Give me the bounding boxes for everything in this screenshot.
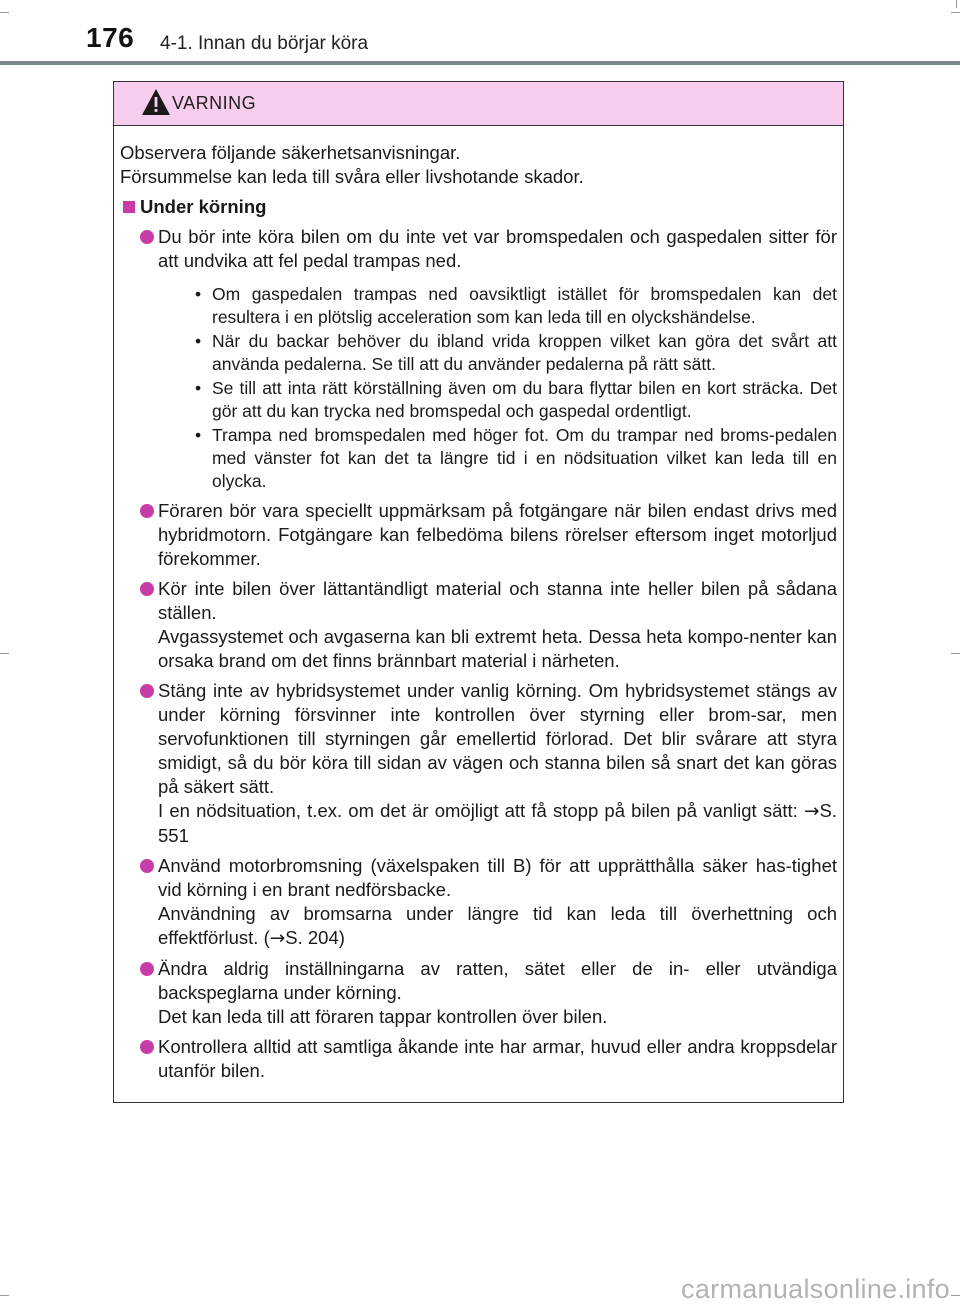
sub-bullet-text: Om gaspedalen trampas ned oavsiktligt istället för bromspedalen kan det resultera i en plötslig acceleration som kan leda till en olyckshändelse. [212, 284, 837, 327]
list-item [120, 1035, 837, 1083]
crop-mark [0, 653, 9, 654]
subheading [120, 195, 837, 219]
bullet-dot-icon: • [195, 284, 202, 304]
item-text [158, 799, 837, 848]
warning-title: VARNING [172, 93, 257, 113]
sub-bullet [158, 330, 837, 376]
round-bullet-icon [140, 230, 154, 244]
item-text-part: I en nödsituation, t.ex. om det är omöjligt att få stopp på bilen på vanligt sätt: [158, 800, 804, 821]
sub-bullet [158, 424, 837, 493]
item-text: Kontrollera alltid att samtliga åkande inte har armar, huvud eller andra kroppsdelar utanför bilen. [158, 1036, 837, 1081]
subheading-label: Under körning [140, 196, 267, 217]
item-text: Kör inte bilen över lättantändligt material och stanna inte heller bilen på sådana ställen. [158, 578, 837, 623]
round-bullet-icon [140, 582, 154, 596]
bullet-dot-icon: • [195, 378, 202, 398]
warning-body [120, 141, 837, 1089]
list-item [120, 957, 837, 1029]
item-text: Stäng inte av hybridsystemet under vanlig körning. Om hybridsystemet stängs av under körning försvinner inte kontrollen över styrning eller brom-sar, men servofunktionen till styrningen går emellertid förlorad. Det blir svårare att styra smidigt, så du bör köra till sidan av vägen och stanna bilen så snart det kan göras på säkert sätt. [158, 680, 837, 797]
list-item [120, 225, 837, 493]
page-reference-link[interactable]: S. 204 [285, 927, 339, 948]
warning-header [114, 82, 843, 126]
round-bullet-icon [140, 684, 154, 698]
sub-bullet [158, 283, 837, 329]
header-divider [0, 61, 960, 65]
round-bullet-icon [140, 859, 154, 873]
square-bullet-icon [123, 201, 135, 213]
item-text-part: Användning av bromsarna under längre tid kan leda till överhettning och effektförlust. ( [158, 903, 837, 948]
item-text-part: ) [338, 927, 345, 948]
item-text: Du bör inte köra bilen om du inte vet var bromspedalen och gaspedalen sitter för att undvika att fel pedal trampas ned. [158, 226, 837, 271]
warning-list [120, 225, 837, 1083]
item-text: Avgassystemet och avgaserna kan bli extremt heta. Dessa heta kompo-nenter kan orsaka brand om det finns brännbart material i närheten. [158, 626, 837, 671]
page-number: 176 [86, 22, 135, 53]
crop-mark [951, 653, 960, 654]
warning-intro [120, 141, 837, 189]
item-text [158, 902, 837, 951]
section-title: 4-1. Innan du börjar köra [160, 33, 369, 54]
right-arrow-icon: → [804, 801, 820, 822]
intro-line: Försummelse kan leda till svåra eller livshotande skador. [120, 166, 584, 187]
list-item [120, 679, 837, 848]
list-item [120, 854, 837, 951]
warning-triangle-icon [141, 88, 171, 116]
sub-bullet [158, 377, 837, 423]
intro-line: Observera följande säkerhetsanvisningar. [120, 142, 461, 163]
right-arrow-icon: → [269, 928, 286, 949]
list-item [120, 499, 837, 571]
item-text: Föraren bör vara speciellt uppmärksam på fotgängare när bilen endast drivs med hybridmotorn. Fotgängare kan felbedöma bilens rörelser eftersom inget motorljud förekommer. [158, 500, 837, 569]
sub-bullet-text: När du backar behöver du ibland vrida kroppen vilket kan göra det svårt att använda pedalerna. Se till att du använder pedalerna på rätt sätt. [212, 331, 837, 374]
sub-bullet-text: Se till att inta rätt körställning även om du bara flyttar bilen en kort sträcka. Det gör att du kan trycka ned bromspedal och gaspedal ordentligt. [212, 378, 837, 421]
round-bullet-icon [140, 962, 154, 976]
bullet-dot-icon: • [195, 331, 202, 351]
watermark: carmanualsonline.info [681, 1274, 950, 1304]
round-bullet-icon [140, 1040, 154, 1054]
sub-bullet-list [158, 283, 837, 493]
warning-box [113, 81, 844, 1103]
round-bullet-icon [140, 504, 154, 518]
list-item [120, 577, 837, 673]
page-header [0, 0, 960, 62]
item-text: Det kan leda till att föraren tappar kontrollen över bilen. [158, 1006, 608, 1027]
item-text: Ändra aldrig inställningarna av ratten, sätet eller de in- eller utvändiga backspeglarna under körning. [158, 958, 837, 1003]
page-reference-link[interactable]: S. 551 [158, 800, 837, 846]
sub-bullet-text: Trampa ned bromspedalen med höger fot. Om du trampar ned broms-pedalen med vänster fot kan det ta längre tid i en nödsituation vilket kan leda till en olycka. [212, 425, 837, 491]
page-footer [0, 1267, 960, 1307]
item-text: Använd motorbromsning (växelspaken till B) för att upprätthålla säker has-tighet vid körning i en brant nedförsbacke. [158, 855, 837, 900]
bullet-dot-icon: • [195, 425, 202, 445]
